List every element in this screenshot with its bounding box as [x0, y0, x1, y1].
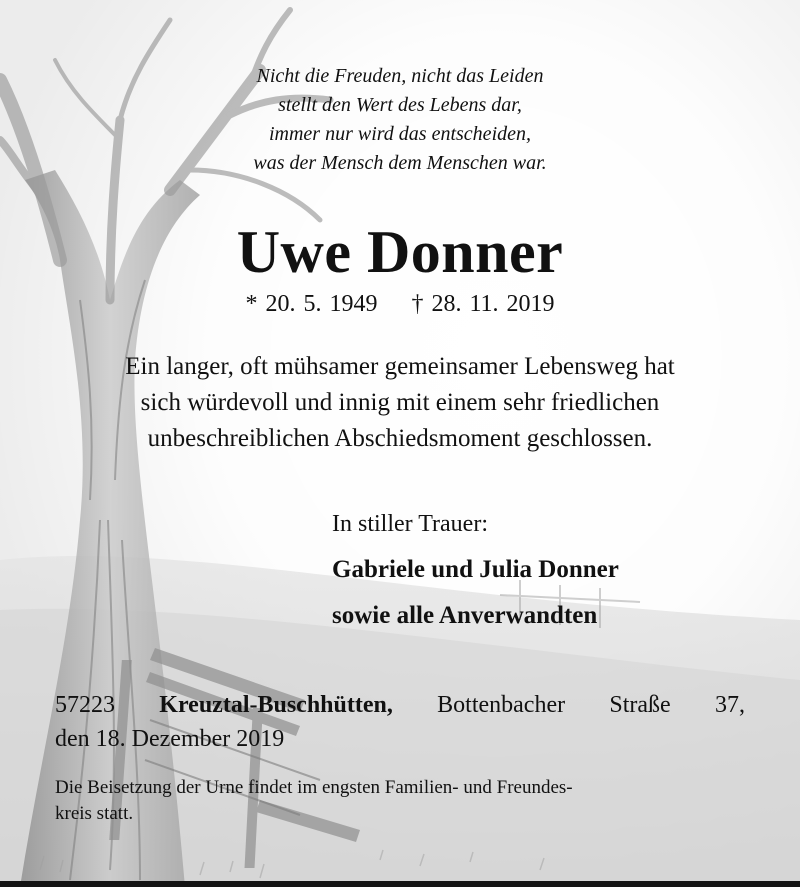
- town: Kreuztal-Buschhütten,: [159, 692, 393, 718]
- address-line: [55, 688, 745, 722]
- street-word: Bottenbacher: [437, 692, 566, 718]
- house-number: 37,: [714, 692, 745, 718]
- burial-note: [55, 775, 745, 827]
- street-name: Straße: [609, 692, 671, 718]
- note-line: Die Beisetzung der Urne findet im engsten Familien- und Freundes-: [55, 777, 573, 798]
- tribute-line: sich würdevoll und innig mit einem sehr friedlichen: [140, 389, 660, 416]
- poem-line: Nicht die Freuden, nicht das Leiden: [256, 65, 544, 87]
- poem-line: was der Mensch dem Menschen war.: [253, 152, 547, 174]
- postcode: 57223: [55, 692, 115, 718]
- poem: [150, 62, 650, 178]
- tribute-line: unbeschreiblichen Abschiedsmoment geschlossen.: [147, 425, 653, 452]
- mourner-family: Gabriele und Julia Donner: [332, 556, 619, 583]
- tribute-line: Ein langer, oft mühsamer gemeinsamer Lebensweg hat: [125, 353, 675, 380]
- mourner-relatives: sowie alle Anverwandten: [332, 602, 598, 629]
- date-line: den 18. Dezember 2019: [55, 726, 285, 752]
- note-line: kreis statt.: [55, 803, 134, 824]
- poem-line: stellt den Wert des Lebens dar,: [278, 94, 522, 116]
- birth-date: * 20. 5. 1949: [245, 291, 378, 317]
- life-dates: [100, 288, 700, 320]
- death-date: † 28. 11. 2019: [411, 291, 555, 317]
- poem-line: immer nur wird das entscheiden,: [268, 123, 531, 145]
- bottom-border: [0, 881, 800, 887]
- deceased-name: Uwe Donner: [236, 219, 564, 285]
- mourning-intro: In stiller Trauer:: [332, 511, 488, 537]
- address-block: [55, 688, 745, 756]
- tribute-text: [40, 349, 760, 457]
